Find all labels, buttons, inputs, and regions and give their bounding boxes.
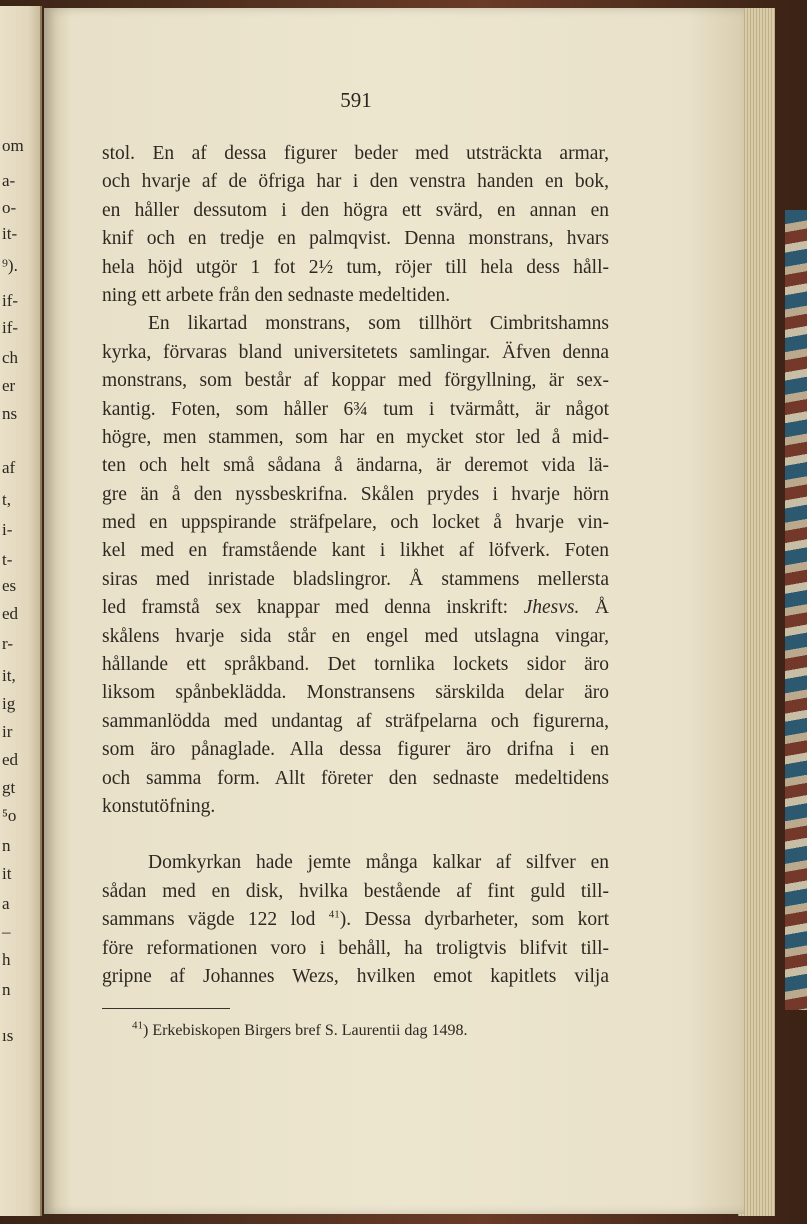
footnote-marker: 41	[132, 1019, 143, 1032]
left-page-fragment: n	[2, 980, 11, 999]
text-line: ning ett arbete från den sednaste medeltiden.	[102, 284, 451, 306]
text-line: ten och helt små sådana å ändarna, är deremot vida lä-	[102, 455, 609, 477]
text-line: hållande ett språkband. Det tornlika lockets sidor äro	[102, 654, 609, 676]
left-page-fragment: es	[2, 576, 17, 595]
left-page-fragment: gt	[2, 778, 16, 797]
text-segment: ).	[339, 909, 365, 931]
text-line: gre än å den nyssbeskrifna. Skålen prydes i hvarje hörn	[102, 483, 609, 505]
footnote	[132, 1019, 612, 1040]
inscription: Jhesvs.	[523, 597, 580, 619]
left-page-fragment: t-	[2, 550, 13, 569]
marbled-page-edge	[785, 210, 807, 1010]
left-page-fragment: i-	[2, 520, 13, 539]
left-page-fragment: ıs	[2, 1026, 14, 1045]
left-page-fragment: it-	[2, 224, 18, 243]
text-line: gripne af Johannes Wezs, hvilken emot kapitlets vilja	[102, 965, 609, 987]
left-page-fragment: ed	[2, 604, 19, 623]
page-number: 591	[340, 88, 372, 112]
text-line: med en uppspirande sträfpelare, och locket å hvarje vin-	[102, 512, 609, 534]
left-page-fragment: ed	[2, 750, 19, 769]
left-page-fragment: er	[2, 376, 16, 395]
left-page-fragment: if-	[2, 291, 19, 310]
book-page	[44, 8, 744, 1214]
text-segment: Dessa dyrbarheter, som kort	[364, 909, 609, 931]
text-segment: sammans vägde 122 lod	[102, 909, 316, 931]
text-segment: Å	[579, 597, 609, 619]
text-line: stol. En af dessa figurer beder med utsträckta armar,	[102, 143, 609, 164]
text-line: och samma form. Allt företer den sednaste medeltidens	[102, 767, 609, 789]
left-page-fragment: af	[2, 458, 16, 477]
left-page-fragment: r-	[2, 634, 13, 653]
left-page-fragment: –	[2, 922, 11, 941]
left-page-fragment: ir	[2, 722, 13, 741]
text-line: liksom spånbeklädda. Monstransens särskilda delar äro	[102, 682, 609, 704]
text-line: före reformationen voro i behåll, ha troligtvis blifvit till-	[102, 937, 609, 959]
left-page-fragment: ig	[2, 694, 16, 713]
left-page-margin	[0, 6, 42, 1216]
left-page-fragment: h	[2, 950, 11, 969]
text-line: och hvarje af de öfriga har i den venstra handen en bok,	[102, 171, 609, 193]
text-line: kantig. Foten, som håller 6¾ tum i tvärmått, är något	[102, 398, 609, 420]
left-page-fragment: om	[2, 136, 24, 155]
left-page-fragment: ⁹).	[2, 256, 18, 275]
text-line: sådan med en disk, hvilka bestående af fint guld till-	[102, 880, 609, 902]
footnote-reference: 41	[328, 908, 340, 921]
text-line: konstutöfning.	[102, 795, 216, 817]
text-line: siras med inristade bladslingror. Å stammens mellersta	[102, 568, 609, 590]
text-line-inscription	[102, 594, 609, 622]
left-page-fragment: it,	[2, 666, 16, 685]
text-line: högre, men stammen, som har en mycket stor led å mid-	[102, 426, 609, 448]
text-line: knif och en tredje en palmqvist. Denna monstrans, hvars	[102, 228, 609, 250]
text-line: hela höjd utgör 1 fot 2½ tum, röjer till hela dess håll-	[102, 256, 609, 278]
left-page-fragment: ns	[2, 404, 18, 423]
left-page-fragment: ⁵o	[2, 806, 17, 825]
text-line: skålens hvarje sida står en engel med utslagna vingar,	[102, 625, 609, 647]
body-text	[102, 140, 609, 991]
footnote-divider	[102, 1008, 230, 1009]
left-page-fragment: o-	[2, 198, 17, 217]
left-page-fragment: if-	[2, 318, 19, 337]
text-line: en håller dessutom i den högra ett svärd, en annan en	[102, 199, 609, 221]
text-line: En likartad monstrans, som tillhört Cimbritshamns	[148, 313, 609, 335]
left-page-fragment: n	[2, 836, 11, 855]
left-page-fragment: t,	[2, 490, 11, 509]
text-line-footnote-ref	[102, 906, 609, 934]
left-page-fragment: a-	[2, 171, 16, 190]
footnote-text: Erkebiskopen Birgers bref S. Laurentii dag 1498.	[152, 1022, 468, 1039]
text-line: som äro pånaglade. Alla dessa figurer äro drifna i en	[102, 739, 609, 761]
left-page-fragment: it	[2, 864, 12, 883]
text-line: Domkyrkan hade jemte många kalkar af silfver en	[148, 852, 609, 874]
left-page-fragment: ch	[2, 348, 19, 367]
footnote-paren: )	[143, 1022, 153, 1039]
left-page-fragment: a	[2, 894, 10, 913]
text-line: kyrka, förvaras bland universitetets samlingar. Äfven denna	[102, 341, 609, 363]
text-line: sammanlödda med undantag af sträfpelarna och figurerna,	[102, 710, 609, 732]
text-line: monstrans, som består af koppar med förgyllning, är sex-	[102, 370, 609, 392]
text-segment: led framstå sex knappar med denna inskrift:	[102, 597, 524, 619]
paragraph-gap	[102, 821, 609, 849]
text-line: kel med en framstående kant i likhet af löfverk. Foten	[102, 540, 609, 562]
